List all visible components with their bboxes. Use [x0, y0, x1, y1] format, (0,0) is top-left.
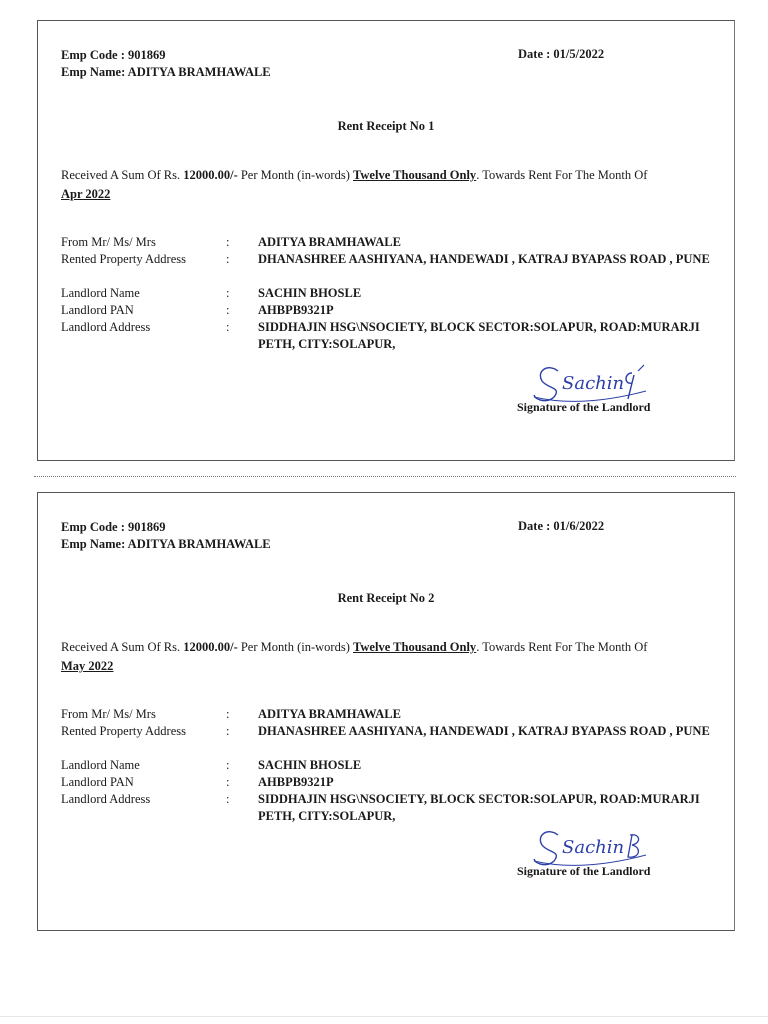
detail-colon: : — [226, 792, 230, 806]
statement-text: Received A Sum Of Rs. — [61, 168, 181, 182]
svg-text:Sachin: Sachin — [562, 373, 625, 394]
landlord-signature-block — [508, 361, 688, 421]
detail-value: SACHIN BHOSLE — [258, 758, 362, 772]
detail-label: Landlord Name — [61, 286, 140, 300]
detail-label: Landlord Name — [61, 758, 140, 772]
employee-info — [61, 519, 271, 553]
detail-colon: : — [226, 320, 230, 334]
statement-text: Per Month (in-words) — [240, 168, 350, 182]
detail-colon: : — [226, 303, 230, 317]
rent-receipt-1 — [37, 20, 735, 461]
amount-in-words: Twelve Thousand Only — [353, 640, 477, 654]
detail-value: DHANASHREE AASHIYANA, HANDEWADI , KATRAJ BYAPASS ROAD , PUNE — [258, 252, 710, 266]
emp-code: 901869 — [128, 48, 166, 62]
detail-label: From Mr/ Ms/ Mrs — [61, 707, 156, 721]
cut-line — [34, 476, 736, 477]
detail-colon: : — [226, 775, 230, 789]
date-value: 01/5/2022 — [553, 47, 605, 61]
emp-name-line — [61, 536, 271, 553]
detail-value: AHBPB9321P — [258, 303, 334, 317]
receipt-statement — [61, 166, 710, 204]
receipt-title: Rent Receipt No 2 — [337, 591, 435, 605]
receipt-statement — [61, 638, 710, 676]
emp-code-label: Emp Code : — [61, 48, 125, 62]
receipt-date — [518, 519, 604, 534]
detail-value: ADITYA BRAMHAWALE — [258, 235, 401, 249]
detail-label: Landlord PAN — [61, 303, 134, 317]
detail-colon: : — [226, 286, 230, 300]
detail-colon: : — [226, 758, 230, 772]
statement-text: . Towards Rent For The Month Of — [476, 168, 648, 182]
signature-label: Signature of the Landlord — [517, 864, 651, 878]
emp-name: ADITYA BRAMHAWALE — [127, 65, 271, 79]
emp-name-label: Emp Name: — [61, 537, 126, 551]
date-label: Date : — [518, 519, 551, 533]
page-edge-line — [0, 1016, 768, 1017]
emp-code-label: Emp Code : — [61, 520, 125, 534]
detail-colon: : — [226, 252, 230, 266]
detail-label: From Mr/ Ms/ Mrs — [61, 235, 156, 249]
detail-label: Landlord Address — [61, 792, 151, 806]
landlord-signature-block — [508, 825, 688, 885]
rent-receipt-2 — [37, 492, 735, 931]
statement-text: Received A Sum Of Rs. — [61, 640, 181, 654]
amount: 12000.00/- — [183, 168, 238, 182]
emp-code: 901869 — [128, 520, 166, 534]
emp-name: ADITYA BRAMHAWALE — [127, 537, 271, 551]
detail-value: ADITYA BRAMHAWALE — [258, 707, 401, 721]
statement-text: . Towards Rent For The Month Of — [476, 640, 648, 654]
detail-label: Landlord PAN — [61, 775, 134, 789]
emp-code-line — [61, 519, 271, 536]
detail-label: Rented Property Address — [61, 724, 186, 738]
svg-text:Sachin: Sachin — [562, 837, 625, 858]
detail-colon: : — [226, 707, 230, 721]
statement-text: Per Month (in-words) — [240, 640, 350, 654]
rent-month: May 2022 — [61, 659, 114, 673]
detail-colon: : — [226, 724, 230, 738]
date-label: Date : — [518, 47, 551, 61]
detail-value: SIDDHAJIN HSG\NSOCIETY, BLOCK SECTOR:SOLAPUR, ROAD:MURARJI PETH, CITY:SOLAPUR, — [258, 792, 700, 823]
receipt-date — [518, 47, 604, 62]
signature-label: Signature of the Landlord — [517, 400, 651, 414]
detail-label: Rented Property Address — [61, 252, 186, 266]
receipt-title: Rent Receipt No 1 — [337, 119, 435, 133]
detail-value: SACHIN BHOSLE — [258, 286, 362, 300]
emp-code-line — [61, 47, 271, 64]
detail-colon: : — [226, 235, 230, 249]
emp-name-label: Emp Name: — [61, 65, 126, 79]
detail-value: DHANASHREE AASHIYANA, HANDEWADI , KATRAJ BYAPASS ROAD , PUNE — [258, 724, 710, 738]
employee-info — [61, 47, 271, 81]
detail-value: SIDDHAJIN HSG\NSOCIETY, BLOCK SECTOR:SOLAPUR, ROAD:MURARJI PETH, CITY:SOLAPUR, — [258, 320, 700, 351]
amount: 12000.00/- — [183, 640, 238, 654]
detail-value: AHBPB9321P — [258, 775, 334, 789]
rent-month: Apr 2022 — [61, 187, 111, 201]
date-value: 01/6/2022 — [553, 519, 605, 533]
detail-label: Landlord Address — [61, 320, 151, 334]
amount-in-words: Twelve Thousand Only — [353, 168, 477, 182]
emp-name-line — [61, 64, 271, 81]
